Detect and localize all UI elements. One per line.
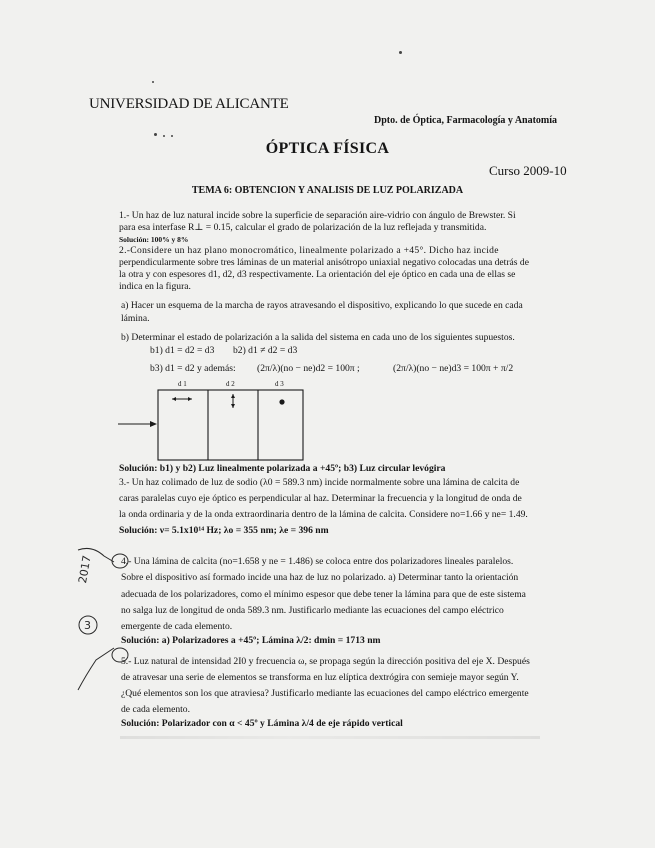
topic-heading: TEMA 6: OBTENCION Y ANALISIS DE LUZ POLARIZADA [191,185,464,196]
problem-2-solution: Solución: b1) y b2) Luz linealmente polarizada a +45º; b3) Luz circular levógira [119,463,446,474]
page-title: ÓPTICA FÍSICA [265,140,390,157]
plates-diagram [118,386,358,462]
course-year: Curso 2009-10 [489,163,567,178]
problem-2-equation-1: (2π/λ)(no − ne)d2 = 100π ; [257,363,360,374]
scan-speck [171,135,173,137]
problem-2-part-b: b) Determinar el estado de polarización a la salida del sistema en cada uno de los siguientes supuestos. [121,332,515,343]
handwritten-circled-number: 3 [84,619,91,632]
problem-2-equation-2: (2π/λ)(no − ne)d3 = 100π + π/2 [393,363,514,374]
scan-speck [163,135,165,137]
problem-2-line-4: indica en la figura. [119,281,191,292]
problem-3-line-2: caras paralelas cuyo eje óptico es perpendicular al haz. Determinar la frecuencia y la longitud de onda de [119,493,522,504]
handwritten-year: 2017 [76,554,94,585]
scan-speck [399,51,402,54]
department-name: Dpto. de Óptica, Farmacología y Anatomía [374,115,558,126]
plate-label-d1: d 1 [178,380,187,388]
optic-axis-perpendicular-icon [279,399,284,404]
problem-2-part-a-line-1: a) Hacer un esquema de la marcha de rayos atravesando el dispositivo, explicando lo que sucede en cada [121,300,523,311]
problem-5-line-3: ¿Qué elementos son los que atraviesa? Justificarlo mediante las ecuaciones del campo eléctrico emergente [121,688,529,699]
problem-5-solution: Solución: Polarizador con α < 45º y Lámina λ/4 de eje rápido vertical [121,718,403,729]
problem-4-line-1: 4.- Una lámina de calcita (no=1.658 y ne = 1.486) se coloca entre dos polarizadores lineales paralelos. [121,556,514,567]
problem-2-part-a-line-2: lámina. [121,313,150,324]
problem-4-line-2: Sobre el dispositivo así formado incide una haz de luz no polarizado. a) Determinar tanto la orientación [121,572,519,583]
plate-label-d2: d 2 [226,380,235,388]
problem-4-solution: Solución: a) Polarizadores a +45º; Lámina λ/2: dmin = 1713 nm [121,635,381,646]
optic-axis-horizontal-icon [172,397,192,401]
problem-4-line-3: adecuada de los polarizadores, como el mínimo espesor que debe tener la lámina para que de este sistema [121,589,526,600]
problem-2-case-b3: b3) d1 = d2 y además: [150,363,236,374]
problem-1-line-1: 1.- Un haz de luz natural incide sobre la superficie de separación aire-vidrio con ángulo de Brewster. Si [119,210,516,221]
problem-2-line-2: perpendicularmente sobre tres láminas de un material anisótropo uniaxial negativo colocadas una detrás de [119,257,529,268]
problem-2-line-1: 2.-Considere un haz plano monocromático, linealmente polarizado a +45°. Dicho haz incide [119,245,499,256]
problem-5-line-4: de cada elemento. [121,704,190,715]
problem-2-case-b2: b2) d1 ≠ d2 = d3 [233,345,298,356]
problem-1-solution: Solución: 100% y 8% [119,235,189,244]
problem-3-solution: Solución: ν= 5.1x10¹⁴ Hz; λo = 355 nm; λe = 396 nm [119,525,329,536]
problem-2-case-b1: b1) d1 = d2 = d3 [150,345,215,356]
problem-5-line-1: 5.- Luz natural de intensidad 2I0 y frecuencia ω, se propaga según la dirección positiva del eje X. Después [121,656,530,667]
pen-circle-5 [112,648,128,662]
pen-circle-4 [112,554,128,568]
problem-2-line-3: la otra y con espesores d1, d2, d3 respectivamente. La orientación del eje óptico en cada una de ellas se [119,269,516,280]
problem-4-line-4: no salga luz de longitud de onda 589.3 nm. Justificarlo mediante las ecuaciones del campo eléctrico [121,605,504,616]
problem-4-line-5: emergente de cada elemento. [121,621,233,632]
plate-label-d3: d 3 [275,380,284,388]
problem-1-line-2: para esa interfase R⊥ = 0.15, calcular el grado de polarización de la luz reflejada y transmitida. [119,222,487,233]
university-name: UNIVERSIDAD DE ALICANTE [89,96,289,112]
scan-bleed-line [120,736,540,739]
problem-3-line-3: la onda ordinaria y de la onda extraordinaria dentro de la lámina de calcita. Considere no=1.66 y ne= 1.49. [119,509,528,520]
problem-3-line-1: 3.- Un haz colimado de luz de sodio (λ0 = 589.3 nm) incide normalmente sobre una lámina de calcita de [119,477,520,488]
scan-speck [152,81,154,83]
optic-axis-vertical-icon [231,394,235,408]
scan-speck [154,133,157,136]
problem-5-line-2: de atravesar una serie de elementos se transforma en luz elíptica dextrógira con semieje mayor según Y. [121,672,519,683]
incident-ray-arrowhead [150,421,157,427]
pen-checkmark-5 [78,648,114,690]
